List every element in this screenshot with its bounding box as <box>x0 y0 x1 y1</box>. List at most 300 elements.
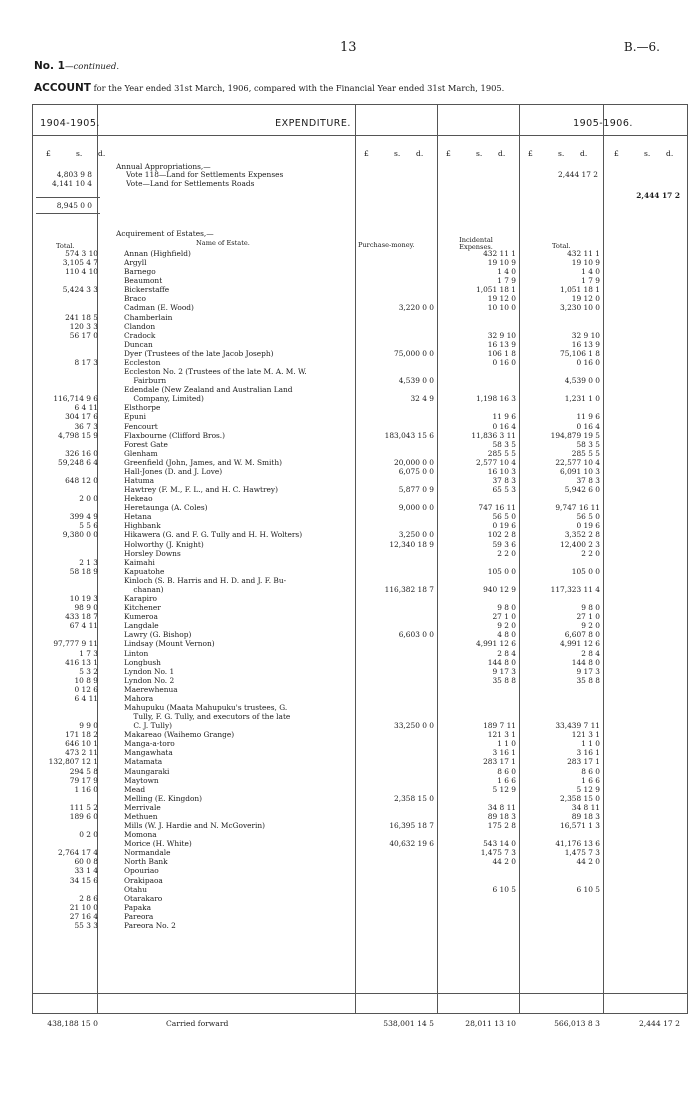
row-estate-name: Matamata <box>124 758 163 767</box>
row-estate-name: Lawry (G. Bishop) <box>124 631 192 640</box>
row-estate-name: Bickerstaffe <box>124 286 170 295</box>
row-estate-name: Mahupuku (Maata Mahupuku's trustees, G. <box>124 704 288 712</box>
row-estate-name: Papaka <box>124 903 152 912</box>
row-estate-name: Flaxbourne (Clifford Bros.) <box>124 431 226 440</box>
row-total: 1 7 9 <box>581 276 600 286</box>
row-left-total: 33 1 4 <box>74 866 98 876</box>
row-incidental: 0 19 6 <box>492 521 516 531</box>
row-estate-name: Eccleston <box>124 358 161 367</box>
account-word: ACCOUNT <box>34 82 91 94</box>
right-total-label: Total. <box>552 242 571 250</box>
row-total: 9,747 16 11 <box>555 503 600 513</box>
row-incidental: 11,836 3 11 <box>471 430 516 440</box>
row-left-total: 2 1 3 <box>79 557 98 567</box>
row-total: 9 2 0 <box>581 621 600 631</box>
row-left-total: 433 18 7 <box>65 612 98 622</box>
footer-rule <box>33 993 687 994</box>
approp-grand-total: 2,444 17 2 <box>636 191 680 200</box>
col-divider <box>437 105 438 1013</box>
row-estate-name: Dyer (Trustees of the late Jacob Joseph) <box>124 349 274 358</box>
currency-unit-currency_symbol: £ <box>364 149 369 158</box>
row-left-total: 10 8 9 <box>74 675 98 685</box>
approp-left-2: 4,141 10 4 <box>52 179 92 188</box>
expenditure-heading: EXPENDITURE. <box>275 118 351 129</box>
row-estate-name: Hawtrey (F. M., F. L., and H. C. Hawtrey) <box>124 486 278 495</box>
row-estate-name: Kumeroa <box>124 613 158 622</box>
row-purchase-money: 9,000 0 0 <box>398 503 434 513</box>
row-total: 3 16 1 <box>576 748 600 758</box>
row-estate-name: Pareora <box>124 912 154 921</box>
row-estate-name: Otarakaro <box>124 894 163 903</box>
row-total: 0 16 0 <box>576 357 600 367</box>
row-incidental: 543 14 0 <box>483 839 516 849</box>
left-total-label: Total. <box>56 242 75 250</box>
row-left-total: 6 4 11 <box>74 693 98 703</box>
row-purchase-money: 6,075 0 0 <box>398 466 434 476</box>
currency-unit-shillings: s. <box>644 149 651 158</box>
row-left-total: 5 5 6 <box>79 521 98 531</box>
row-total: 283 17 1 <box>567 757 600 767</box>
row-incidental: 285 5 5 <box>487 448 516 458</box>
subtotal-rule <box>36 197 100 198</box>
row-purchase-money: 6,603 0 0 <box>398 630 434 640</box>
row-estate-name: Maytown <box>124 776 159 785</box>
row-purchase-money: 33,250 0 0 <box>394 721 434 731</box>
row-left-total: 59,248 6 4 <box>58 457 98 467</box>
continued-suffix: —continued. <box>64 62 120 72</box>
row-estate-name: Methuen <box>124 812 158 821</box>
row-left-total: 6 4 11 <box>74 403 98 413</box>
currency-unit-pence: d. <box>580 149 588 158</box>
row-incidental: 32 9 10 <box>487 330 516 340</box>
row-incidental: 1,051 18 1 <box>476 285 516 295</box>
row-purchase-money: 40,632 19 6 <box>389 839 434 849</box>
currency-unit-currency_symbol: £ <box>46 149 51 158</box>
row-total: 37 8 3 <box>576 476 600 485</box>
row-estate-name: Holworthy (J. Knight) <box>124 540 204 549</box>
row-estate-name: North Bank <box>124 858 168 867</box>
row-left-total: 21 10 0 <box>69 902 98 912</box>
row-left-total: 111 5 2 <box>69 802 98 812</box>
footer-purchase-total: 538,001 14 5 <box>383 1019 434 1028</box>
row-estate-name: Epuni <box>124 413 147 422</box>
appropriations-heading: Annual Appropriations,— <box>116 163 211 171</box>
row-incidental: 1 7 9 <box>497 276 516 286</box>
row-incidental: 747 16 11 <box>478 503 516 513</box>
row-incidental: 1,198 16 3 <box>476 394 516 404</box>
row-total: 1 6 6 <box>581 775 600 785</box>
row-incidental: 89 18 3 <box>487 811 516 821</box>
row-left-total: 60 0 8 <box>74 857 98 867</box>
row-total: 105 0 0 <box>571 566 600 576</box>
row-total: 19 12 0 <box>571 294 600 304</box>
row-estate-name: Edendale (New Zealand and Australian Land <box>124 386 293 395</box>
row-incidental: 35 8 8 <box>492 675 516 685</box>
row-incidental: 4,991 12 6 <box>476 639 516 649</box>
row-total: 89 18 3 <box>571 811 600 821</box>
row-estate-name: Greenfield (John, James, and W. M. Smith) <box>124 458 283 467</box>
row-estate-name: Mills (W. J. Hardie and N. McGoverin) <box>124 822 266 831</box>
row-incidental: 6 10 5 <box>492 884 516 894</box>
row-left-total: 10 19 3 <box>69 594 98 604</box>
left-year-heading: 1904-1905. <box>40 118 100 129</box>
row-left-total: 294 5 8 <box>69 766 98 776</box>
row-total: 144 8 0 <box>571 657 600 667</box>
row-total: 6 10 5 <box>576 884 600 894</box>
row-purchase-money: 16,395 18 7 <box>389 821 434 831</box>
row-left-total: 8 17 3 <box>74 357 98 367</box>
currency-unit-shillings: s. <box>476 149 483 158</box>
row-estate-name: Kitchener <box>124 604 161 613</box>
row-total: 1 1 0 <box>581 739 600 749</box>
row-estate-name: Forest Gate <box>124 440 168 449</box>
row-estate-name: Hikawera (G. and F. G. Tully and H. H. Wolters) <box>124 531 303 540</box>
row-estate-name: Linton <box>124 649 149 658</box>
row-estate-name: Heretaunga (A. Coles) <box>124 504 208 513</box>
row-incidental: 283 17 1 <box>483 757 516 767</box>
currency-unit-shillings: s. <box>76 149 83 158</box>
row-incidental: 56 5 0 <box>492 512 516 522</box>
row-estate-name: Duncan <box>124 340 153 349</box>
row-total: 2 8 4 <box>581 648 600 658</box>
approp-left-total: 8,945 0 0 <box>56 201 92 210</box>
row-estate-name: Company, Limited) <box>124 395 204 404</box>
row-estate-name: Glenham <box>124 449 158 458</box>
currency-unit-currency_symbol: £ <box>446 149 451 158</box>
currency-unit-pence: d. <box>498 149 506 158</box>
row-left-total: 646 10 1 <box>65 739 98 749</box>
purchase-money-label: Purchase-money. <box>358 241 415 249</box>
row-estate-name: Fencourt <box>124 422 158 431</box>
account-title <box>34 82 504 94</box>
row-estate-name: C. J. Tully) <box>124 722 173 731</box>
row-incidental: 4 8 0 <box>497 630 516 640</box>
row-estate-name: Maerewhenua <box>124 685 178 694</box>
row-incidental: 1 6 6 <box>497 775 516 785</box>
row-left-total: 132,807 12 1 <box>48 757 98 767</box>
row-incidental: 9 2 0 <box>497 621 516 631</box>
row-estate-name: Langdale <box>124 622 159 631</box>
row-total: 27 1 0 <box>576 612 600 622</box>
row-purchase-money: 183,043 15 6 <box>384 430 434 440</box>
row-left-total: 9 9 0 <box>79 721 98 731</box>
row-incidental: 10 10 0 <box>487 303 516 313</box>
row-incidental: 37 8 3 <box>492 476 516 485</box>
row-incidental: 11 9 6 <box>492 412 516 422</box>
row-total: 432 11 1 <box>567 249 600 258</box>
row-total: 1,051 18 1 <box>560 285 600 295</box>
row-incidental: 0 16 0 <box>492 357 516 367</box>
row-total: 194,879 19 5 <box>550 430 600 440</box>
report-reference: B.—6. <box>623 40 660 54</box>
row-total: 3,352 2 8 <box>564 530 600 540</box>
row-incidental: 19 10 9 <box>487 258 516 268</box>
row-estate-name: Lindsay (Mount Vernon) <box>124 640 215 649</box>
row-total: 41,176 13 6 <box>555 839 600 849</box>
row-total: 9 8 0 <box>581 603 600 613</box>
row-left-total: 473 2 11 <box>65 748 98 758</box>
row-estate-name: Pareora No. 2 <box>124 921 176 930</box>
row-left-total: 1 16 0 <box>74 784 98 794</box>
row-estate-name: Kapuatohe <box>124 567 165 576</box>
estate-name-label: Name of Estate. <box>196 239 250 247</box>
row-incidental: 106 1 8 <box>487 348 516 358</box>
row-purchase-money: 3,250 0 0 <box>398 530 434 540</box>
row-estate-name: Maungaraki <box>124 767 170 776</box>
row-total: 1,231 1 0 <box>564 394 600 404</box>
row-incidental: 19 12 0 <box>487 294 516 304</box>
approp-right-1: 2,444 17 2 <box>558 170 598 179</box>
currency-unit-pence: d. <box>666 149 674 158</box>
row-total: 6,091 10 3 <box>560 466 600 476</box>
row-total: 32 9 10 <box>571 330 600 340</box>
row-estate-name: Mahora <box>124 694 154 703</box>
row-incidental: 1 1 0 <box>497 739 516 749</box>
row-total: 33,439 7 11 <box>555 721 600 731</box>
row-estate-name: Highbank <box>124 522 161 531</box>
row-purchase-money: 2,358 15 0 <box>394 793 434 803</box>
row-total: 22,577 10 4 <box>555 457 600 467</box>
row-estate-name: Chamberlain <box>124 313 173 322</box>
row-total: 11 9 6 <box>576 412 600 422</box>
row-total: 3,230 10 0 <box>560 303 600 313</box>
row-incidental: 59 3 6 <box>492 539 516 549</box>
col-divider <box>519 105 520 1013</box>
row-incidental: 1 4 0 <box>497 267 516 277</box>
row-estate-name: chanan) <box>124 585 164 594</box>
row-estate-name: Fairburn <box>124 377 167 386</box>
row-left-total: 648 12 0 <box>65 476 98 485</box>
row-estate-name: Karapiro <box>124 595 157 604</box>
continuation-label <box>34 60 119 72</box>
row-total: 19 10 9 <box>571 258 600 268</box>
row-left-total: 1 7 3 <box>79 648 98 658</box>
row-incidental: 9 8 0 <box>497 603 516 613</box>
row-total: 9 17 3 <box>576 666 600 676</box>
row-left-total: 2 0 0 <box>79 494 98 504</box>
row-left-total: 9,380 0 0 <box>62 530 98 540</box>
row-incidental: 2 8 4 <box>497 648 516 658</box>
row-left-total: 2,764 17 4 <box>58 848 98 858</box>
row-incidental: 175 2 8 <box>487 821 516 831</box>
right-year-heading: 1905-1906. <box>573 118 633 129</box>
row-estate-name: Orakipaoa <box>124 876 163 885</box>
row-estate-name: Lyndon No. 2 <box>124 676 175 685</box>
row-total: 34 8 11 <box>571 802 600 812</box>
row-estate-name: Horsley Downs <box>124 549 181 558</box>
row-left-total: 120 3 3 <box>69 321 98 331</box>
row-estate-name: Beaumont <box>124 277 163 286</box>
row-incidental: 2 2 0 <box>497 548 516 558</box>
row-purchase-money: 12,340 18 9 <box>389 539 434 549</box>
row-incidental: 102 2 8 <box>487 530 516 540</box>
row-estate-name: Normandale <box>124 849 171 858</box>
col-divider <box>355 105 356 1013</box>
row-left-total: 0 12 6 <box>74 684 98 694</box>
row-estate-name: Lyndon No. 1 <box>124 667 175 676</box>
row-left-total: 5,424 3 3 <box>62 285 98 295</box>
row-left-total: 3,105 4 7 <box>62 258 98 268</box>
row-incidental: 5 12 9 <box>492 784 516 794</box>
row-estate-name: Merrivale <box>124 803 161 812</box>
row-estate-name: Cradock <box>124 331 156 340</box>
row-estate-name: Cadman (E. Wood) <box>124 304 194 313</box>
row-estate-name: Mangawhata <box>124 749 173 758</box>
row-total: 8 6 0 <box>581 766 600 776</box>
footer-right-total: 2,444 17 2 <box>638 1019 680 1028</box>
row-incidental: 9 17 3 <box>492 666 516 676</box>
row-purchase-money: 116,382 18 7 <box>384 584 434 594</box>
vote-line-2: Vote—Land for Settlements Roads <box>126 180 255 188</box>
incidental-label-2: Expenses. <box>459 243 493 251</box>
row-purchase-money: 3,220 0 0 <box>398 303 434 313</box>
row-left-total: 399 4 9 <box>69 512 98 522</box>
row-left-total: 56 17 0 <box>69 330 98 340</box>
row-left-total: 171 18 2 <box>65 730 98 740</box>
row-total: 0 16 4 <box>576 421 600 431</box>
row-left-total: 189 6 0 <box>69 811 98 821</box>
row-estate-name: Hatuma <box>124 477 154 485</box>
row-left-total: 110 4 10 <box>65 267 98 277</box>
row-estate-name: Hekeao <box>124 495 153 504</box>
row-incidental: 1,475 7 3 <box>480 848 516 858</box>
row-total: 4,991 12 6 <box>560 639 600 649</box>
row-purchase-money: 32 4 9 <box>410 394 434 404</box>
row-incidental: 2,577 10 4 <box>476 457 516 467</box>
row-left-total: 416 13 1 <box>65 657 98 667</box>
row-incidental: 121 3 1 <box>487 730 516 740</box>
row-estate-name: Annan (Highfield) <box>124 250 191 258</box>
row-incidental: 16 13 9 <box>487 339 516 349</box>
row-purchase-money: 20,000 0 0 <box>394 457 434 467</box>
row-incidental: 65 5 3 <box>492 485 516 495</box>
row-left-total: 304 17 6 <box>65 412 98 422</box>
page-number: 13 <box>340 40 357 55</box>
row-incidental: 432 11 1 <box>483 249 516 258</box>
row-estate-name: Longbush <box>124 658 161 667</box>
row-estate-name: Braco <box>124 295 146 304</box>
row-left-total: 27 16 4 <box>69 911 98 921</box>
row-total: 285 5 5 <box>571 448 600 458</box>
row-total: 1 4 0 <box>581 267 600 277</box>
row-purchase-money: 4,539 0 0 <box>398 376 434 386</box>
currency-unit-shillings: s. <box>394 149 401 158</box>
row-left-total: 0 2 0 <box>79 830 98 840</box>
row-incidental: 16 10 3 <box>487 466 516 476</box>
row-total: 117,323 11 4 <box>550 584 600 594</box>
row-left-total: 574 3 10 <box>65 249 98 258</box>
row-left-total: 116,714 9 6 <box>53 394 98 404</box>
schedule-number: No. 1 <box>34 60 65 72</box>
row-estate-name: Morice (H. White) <box>124 840 192 849</box>
acquirement-heading: Acquirement of Estates,— <box>116 230 214 238</box>
row-total: 1,475 7 3 <box>564 848 600 858</box>
row-left-total: 98 9 0 <box>74 603 98 613</box>
row-estate-name: Elsthorpe <box>124 404 161 413</box>
row-total: 44 2 0 <box>576 857 600 867</box>
row-estate-name: Clandon <box>124 322 156 331</box>
subtotal-rule <box>36 213 100 214</box>
row-left-total: 55 3 3 <box>74 920 98 930</box>
row-left-total: 58 18 9 <box>69 566 98 576</box>
row-total: 121 3 1 <box>571 730 600 740</box>
row-total: 0 19 6 <box>576 521 600 531</box>
incidental-label-1: Incidental <box>459 236 493 244</box>
row-total: 35 8 8 <box>576 675 600 685</box>
footer-incidental-total: 28,011 13 10 <box>465 1019 516 1028</box>
row-total: 56 5 0 <box>576 512 600 522</box>
account-description: for the Year ended 31st March, 1906, compared with the Financial Year ended 31st March, 1905. <box>93 83 505 93</box>
row-purchase-money: 5,877 0 9 <box>398 485 434 495</box>
row-estate-name: Barnego <box>124 268 156 277</box>
row-incidental: 144 8 0 <box>487 657 516 667</box>
row-estate-name: Hall-Jones (D. and J. Love) <box>124 467 223 476</box>
row-estate-name: Makareao (Waihemo Grange) <box>124 731 235 740</box>
currency-unit-shillings: s. <box>558 149 565 158</box>
row-estate-name: Hetana <box>124 513 152 522</box>
row-estate-name: Opouriao <box>124 867 159 876</box>
row-incidental: 940 12 9 <box>483 584 516 594</box>
row-estate-name: Mead <box>124 785 146 794</box>
carried-forward-label: Carried forward <box>166 1019 229 1028</box>
row-incidental: 3 16 1 <box>492 748 516 758</box>
row-incidental: 44 2 0 <box>492 857 516 867</box>
row-incidental: 105 0 0 <box>487 566 516 576</box>
row-estate-name: Momona <box>124 831 157 840</box>
row-incidental: 27 1 0 <box>492 612 516 622</box>
footer-left-total: 438,188 15 0 <box>47 1019 98 1028</box>
row-estate-name: Tully, F. G. Tully, and executors of the late <box>124 713 291 722</box>
row-estate-name: Otahu <box>124 885 147 894</box>
row-total: 16,571 1 3 <box>560 821 600 831</box>
row-total: 5 12 9 <box>576 784 600 794</box>
row-total: 2,358 15 0 <box>560 793 600 803</box>
row-left-total: 5 3 2 <box>79 666 98 676</box>
row-incidental: 189 7 11 <box>483 721 516 731</box>
row-left-total: 2 8 6 <box>79 893 98 903</box>
row-left-total: 67 4 11 <box>69 621 98 631</box>
row-left-total: 4,798 15 9 <box>58 430 98 440</box>
footer-total: 566,013 8 3 <box>554 1019 600 1028</box>
col-divider <box>603 105 604 1013</box>
row-estate-name: Eccleston No. 2 (Trustees of the late M. A. M. W. <box>124 368 307 377</box>
row-estate-name: Kaimahi <box>124 558 155 567</box>
row-estate-name: Manga-a-toro <box>124 740 175 749</box>
row-incidental: 34 8 11 <box>487 802 516 812</box>
currency-unit-currency_symbol: £ <box>528 149 533 158</box>
row-total: 2 2 0 <box>581 548 600 558</box>
row-total: 6,607 8 0 <box>564 630 600 640</box>
currency-unit-pence: d. <box>98 149 106 158</box>
row-total: 58 3 5 <box>576 439 600 449</box>
row-total: 5,942 6 0 <box>564 485 600 495</box>
row-estate-name: Kinloch (S. B. Harris and H. D. and J. F. Bu- <box>124 576 287 585</box>
row-left-total: 326 16 0 <box>65 448 98 458</box>
row-total: 75,106 1 8 <box>560 348 600 358</box>
approp-left-1: 4,803 9 8 <box>56 170 92 179</box>
row-incidental: 0 16 4 <box>492 421 516 431</box>
row-estate-name: Argyll <box>124 259 147 268</box>
header-rule <box>33 135 687 136</box>
row-total: 12,400 2 3 <box>560 539 600 549</box>
row-total: 4,539 0 0 <box>564 376 600 386</box>
row-total: 16 13 9 <box>571 339 600 349</box>
row-left-total: 36 7 3 <box>74 421 98 431</box>
row-left-total: 79 17 9 <box>69 775 98 785</box>
row-left-total: 97,777 9 11 <box>53 639 98 649</box>
row-estate-name: Melling (E. Kingdon) <box>124 794 203 803</box>
currency-unit-currency_symbol: £ <box>614 149 619 158</box>
